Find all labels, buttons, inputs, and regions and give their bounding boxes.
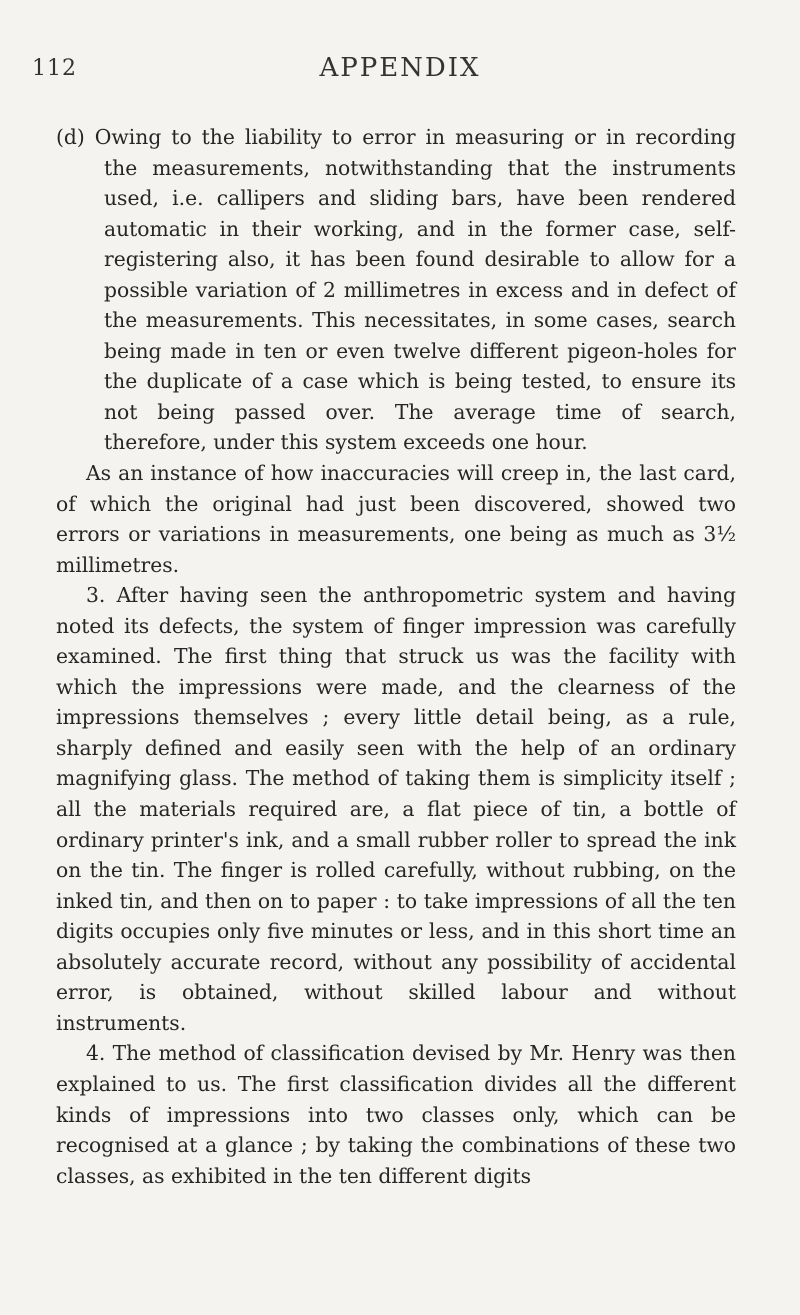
paragraph-instance: As an instance of how inaccuracies will creep in, the last card, of which the original had just been discovered, showed two errors or variations in measurements, one being as much as 3½ millimetres. <box>56 461 736 577</box>
paragraph-3: 3. After having seen the anthropometric system and having noted its defects, the system of finger impression was carefully examined. The first thing that struck us was the facility with which the impressions were made, and the clearness of the impressions themselves ; every little detail being, as a rule, sharply defined and easily seen with the help of an ordinary magnifying glass. The method of taking them is simplicity itself ; all the materials required are, a flat piece of tin, a bottle of ordinary printer's ink, and a small rubber roller to spread the ink on the tin. The finger is rolled carefully, without rubbing, on the inked tin, and then on to paper : to take impressions of all the ten digits occupies only five minutes or less, and in this short time an absolutely accurate record, without any possibility of accidental error, is obtained, without skilled labour and without instruments. <box>56 583 736 1035</box>
running-header: APPENDIX <box>319 53 481 83</box>
paragraph-d-label: (d) <box>56 125 85 149</box>
paragraph-d-text: Owing to the liability to error in measuring or in recording the measurements, notwithstanding that the instruments used, i.e. callipers and sliding bars, have been rendered automatic in their working, and in the former case, self-registering also, it has been found desirable to allow for a possible variation of 2 millimetres in excess and in defect of the measurements. This necessitates, in some cases, search being made in ten or even twelve different pigeon-holes for the duplicate of a case which is being tested, to ensure its not being passed over. The average time of search, therefore, under this system exceeds one hour. <box>94 125 736 455</box>
body-text <box>56 122 736 1191</box>
page-number: 112 <box>32 56 77 81</box>
paragraph-d <box>56 122 736 458</box>
paragraph-4: 4. The method of classification devised by Mr. Henry was then explained to us. The first classification divides all the different kinds of impressions into two classes only, which can be recognised at a glance ; by taking the combinations of these two classes, as exhibited in the ten different digits <box>56 1041 736 1188</box>
